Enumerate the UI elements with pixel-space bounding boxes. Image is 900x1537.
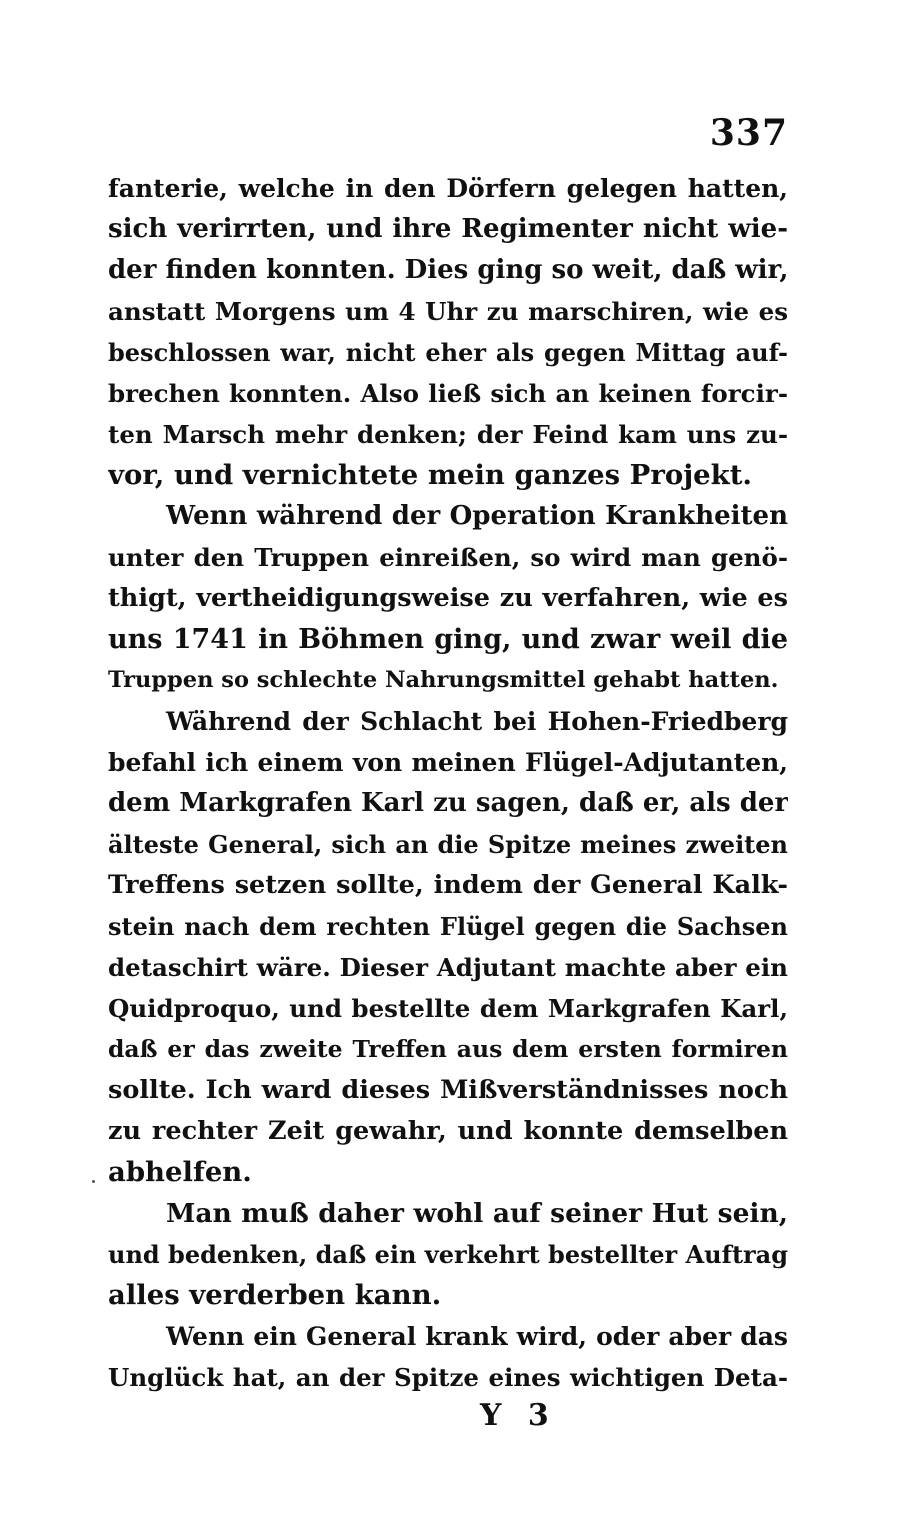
text-line: befahl ich einem von meinen Flügel-Adjutanten, — [108, 748, 788, 777]
text-line: alles verderben kann. — [108, 1279, 442, 1311]
text-line: Truppen so schlechte Nahrungsmittel gehabt hatten. — [108, 667, 779, 693]
text-line: sollte. Ich ward dieses Mißverständnisses noch — [108, 1075, 788, 1105]
text-line: ten Marsch mehr denken; der Feind kam uns zu- — [108, 420, 788, 449]
text-line: Treffens setzen sollte, indem der General Kalk- — [108, 870, 788, 900]
signature-mark: Y 3 — [480, 1398, 557, 1433]
text-line: uns 1741 in Böhmen ging, und zwar weil die — [108, 624, 788, 655]
text-line: daß er das zweite Treffen aus dem ersten formiren — [108, 1035, 788, 1063]
text-line: fanterie, welche in den Dörfern gelegen hatten, — [108, 174, 788, 203]
text-line: Man muß daher wohl auf seiner Hut sein, — [166, 1198, 788, 1229]
text-line: und bedenken, daß ein verkehrt bestellter Auftrag — [108, 1240, 788, 1269]
text-line: Wenn ein General krank wird, oder aber das — [166, 1322, 788, 1351]
text-line: unter den Truppen einreißen, so wird man genö- — [108, 543, 788, 572]
text-line: Wenn während der Operation Krankheiten — [166, 501, 788, 531]
text-line: zu rechter Zeit gewahr, und konnte demselben — [108, 1116, 788, 1146]
page-number: 337 — [709, 112, 788, 154]
text-line: vor, und vernichtete mein ganzes Projekt. — [108, 459, 752, 491]
text-line: älteste General, sich an die Spitze meines zweiten — [108, 830, 788, 859]
text-line: beschlossen war, nicht eher als gegen Mittag auf- — [108, 338, 788, 367]
text-line: abhelfen. — [108, 1156, 252, 1188]
body-text — [108, 168, 788, 1398]
text-line: anstatt Morgens um 4 Uhr zu marschiren, wie es — [108, 297, 788, 326]
text-line: sich verirrten, und ihre Regimenter nicht wie- — [108, 214, 788, 244]
text-line: Unglück hat, an der Spitze eines wichtigen Deta- — [108, 1363, 788, 1392]
text-line: dem Markgrafen Karl zu sagen, daß er, als der — [108, 788, 788, 818]
text-line: Während der Schlacht bei Hohen-Friedberg — [166, 707, 788, 736]
text-line: brechen konnten. Also ließ sich an keinen forcir- — [108, 379, 788, 408]
text-line: stein nach dem rechten Flügel gegen die Sachsen — [108, 912, 788, 941]
text-line: Quidproquo, und bestellte dem Markgrafen Karl, — [108, 994, 788, 1023]
text-line: detaschirt wäre. Dieser Adjutant machte aber ein — [108, 953, 788, 982]
text-line: der finden konnten. Dies ging so weit, daß wir, — [108, 255, 788, 285]
print-speck — [92, 1180, 95, 1183]
text-line: thigt, vertheidigungsweise zu verfahren, wie es — [108, 583, 788, 613]
